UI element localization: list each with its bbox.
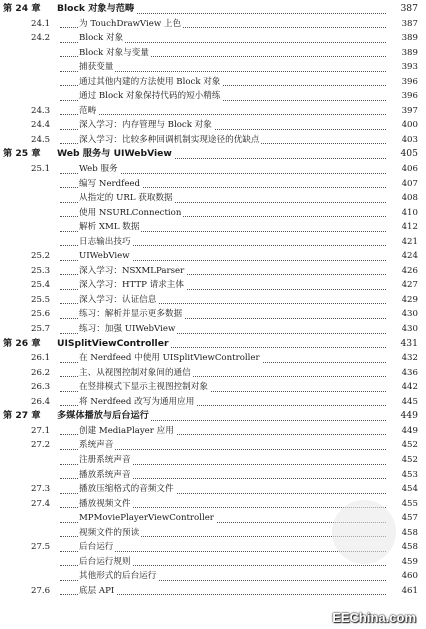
- toc-entry-page-number: 454: [400, 482, 418, 497]
- toc-entry-page-number: 427: [400, 278, 418, 293]
- toc-entry-page-number: 424: [400, 249, 418, 264]
- toc-entry-title: 后台运行: [79, 540, 115, 555]
- toc-entry-page-number: 449: [400, 424, 418, 439]
- toc-entry-title: 通过 Block 对象保持代码的短小精练: [79, 89, 222, 104]
- toc-entry-title: 将 Nerdfeed 改写为通用应用: [79, 395, 196, 410]
- toc-entry-title: 播放系统声音: [79, 468, 133, 483]
- toc-entry-title: 深入学习：比较多种回调机制实现途径的优缺点: [79, 133, 261, 148]
- toc-entry-title: 练习：解析并显示更多数据: [79, 307, 184, 322]
- toc-entry-page-number: 452: [400, 453, 418, 468]
- toc-entry-title: 播放视频文件: [79, 497, 133, 512]
- toc-entry-page-number: 458: [400, 526, 418, 541]
- toc-entry-page-number: 403: [400, 133, 418, 148]
- toc-entry-page-number: 455: [400, 497, 418, 512]
- toc-entry-title: 系统声音: [79, 438, 115, 453]
- toc-entry-number: 26.3: [31, 382, 51, 393]
- toc-entry-page-number: 393: [400, 60, 418, 75]
- toc-entry-title: Web 服务与 UIWebView: [57, 147, 174, 162]
- toc-entry-page-number: 460: [400, 569, 418, 584]
- toc-entry-title: 在竖排模式下显示主视图控制对象: [79, 380, 210, 395]
- toc-entry-page-number: 396: [400, 89, 418, 104]
- toc-entry-page-number: 407: [400, 177, 418, 192]
- toc-entry-title: Block 对象: [79, 31, 125, 46]
- toc-entry-number: 27.4: [31, 498, 51, 509]
- toc-entry-page-number: 405: [398, 147, 418, 162]
- toc-entry-title: 多媒体播放与后台运行: [57, 409, 151, 424]
- toc-entry-number: 27.5: [31, 542, 51, 553]
- toc-entry-title: 底层 API: [79, 584, 116, 599]
- toc-entry-number: 24.2: [31, 33, 51, 44]
- toc-entry-page-number: 445: [400, 395, 418, 410]
- toc-entry-title: 捕获变量: [79, 60, 115, 75]
- toc-entry-title: MPMoviePlayerViewController: [79, 511, 216, 526]
- toc-entry-title: 播放压缩格式的音频文件: [79, 482, 176, 497]
- toc-entry-title: UISplitViewController: [57, 337, 170, 352]
- toc-entry-page-number: 458: [400, 540, 418, 555]
- toc-entry-page-number: 387: [398, 2, 418, 17]
- toc-entry-title: 通过其他内建的方法使用 Block 对象: [79, 75, 222, 90]
- toc-entry-number: 27.2: [31, 440, 51, 451]
- toc-entry-title: 在 Nerdfeed 中使用 UISplitViewController: [79, 351, 262, 366]
- toc-entry-title: 从指定的 URL 获取数据: [79, 191, 175, 206]
- toc-entry-title: 为 TouchDrawView 上色: [79, 17, 183, 32]
- toc-entry-page-number: 389: [400, 31, 418, 46]
- toc-entry-page-number: 436: [400, 366, 418, 381]
- toc-entry-number: 27.1: [31, 425, 51, 436]
- toc-entry-number: 26.1: [31, 353, 51, 364]
- toc-entry-page-number: 449: [398, 409, 418, 424]
- toc-entry-title: 深入学习：内存管理与 Block 对象: [79, 118, 214, 133]
- toc-entry-page-number: 461: [400, 584, 418, 599]
- toc-entry-page-number: 412: [400, 220, 418, 235]
- toc-entry-title: Block 对象与变量: [79, 46, 151, 61]
- toc-entry-number: 25.4: [31, 280, 51, 291]
- toc-entry-title: 解析 XML 数据: [79, 220, 141, 235]
- toc-entry-page-number: 442: [400, 380, 418, 395]
- toc-entry-title: 范畴: [79, 104, 98, 119]
- toc-entry-number: 25.2: [31, 251, 51, 262]
- toc-entry-title: 后台运行规则: [79, 555, 133, 570]
- toc-entry-number: 第 24 章: [3, 3, 41, 14]
- toc-entry-number: 25.1: [31, 164, 51, 175]
- toc-entry-number: 26.4: [31, 396, 51, 407]
- toc-entry-page-number: 430: [400, 322, 418, 337]
- toc-entry-title: 其他形式的后台运行: [79, 569, 158, 584]
- toc-entry-page-number: 421: [400, 235, 418, 250]
- toc-entry-title: 深入学习：HTTP 请求主体: [79, 278, 186, 293]
- toc-entry-page-number: 406: [400, 162, 418, 177]
- toc-entry-number: 27.3: [31, 484, 51, 495]
- toc-entry-number: 25.5: [31, 294, 51, 305]
- toc-entry-number: 25.6: [31, 309, 51, 320]
- toc-entry-page-number: 387: [400, 17, 418, 32]
- toc-entry-page-number: 389: [400, 46, 418, 61]
- toc-entry-number: 24.1: [31, 18, 51, 29]
- watermark-stamp: [332, 500, 396, 564]
- toc-entry-title: UIWebView: [79, 249, 132, 264]
- toc-entry-title: 练习：加强 UIWebView: [79, 322, 177, 337]
- toc-entry-title: 注册系统声音: [79, 453, 133, 468]
- toc-entry-page-number: 396: [400, 75, 418, 90]
- toc-entry-page-number: 432: [400, 351, 418, 366]
- toc-entry-title: 日志输出技巧: [79, 235, 133, 250]
- toc-entry-title: 使用 NSURLConnection: [79, 206, 183, 221]
- toc-entry-number: 25.3: [31, 265, 51, 276]
- toc-entry-number: 25.7: [31, 324, 51, 335]
- toc-entry-title: 创建 MediaPlayer 应用: [79, 424, 176, 439]
- toc-entry-title: Block 对象与范畴: [57, 2, 136, 17]
- toc-entry-number: 第 25 章: [3, 148, 41, 160]
- toc-entry-page-number: 397: [400, 104, 418, 119]
- toc-entry-number: 24.3: [31, 105, 51, 116]
- toc-entry-page-number: 400: [400, 118, 418, 133]
- toc-entry-number: 26.2: [31, 367, 51, 378]
- watermark-text: EEChina.com: [332, 610, 416, 625]
- toc-entry-page-number: 430: [400, 307, 418, 322]
- toc-entry-page-number: 429: [400, 293, 418, 308]
- toc-entry-page-number: 457: [400, 511, 418, 526]
- toc-entry-title: 主、从视图控制对象间的通信: [79, 366, 193, 381]
- toc-entry: [0, 584, 426, 599]
- toc-entry-title: 视频文件的预读: [79, 526, 141, 541]
- toc-entry-number: 24.4: [31, 120, 51, 131]
- toc-entry-page-number: 426: [400, 264, 418, 279]
- toc-entry-title: Web 服务: [79, 162, 120, 177]
- toc-entry-number: 24.5: [31, 134, 51, 145]
- toc-entry-number: 第 27 章: [3, 410, 41, 422]
- toc-entry-number: 27.6: [31, 585, 51, 596]
- toc-entry-page-number: 459: [400, 555, 418, 570]
- toc-entry-page-number: 452: [400, 438, 418, 453]
- toc-entry-page-number: 453: [400, 468, 418, 483]
- toc-entry-page-number: 410: [400, 206, 418, 221]
- toc-entry-number: 第 26 章: [3, 337, 41, 349]
- toc-entry-title: 深入学习：认证信息: [79, 293, 158, 308]
- toc-entry-page-number: 408: [400, 191, 418, 206]
- toc-entry-page-number: 431: [398, 337, 418, 352]
- toc-entry-title: 深入学习：NSXMLParser: [79, 264, 186, 279]
- toc-entry-title: 编写 Nerdfeed: [79, 177, 142, 192]
